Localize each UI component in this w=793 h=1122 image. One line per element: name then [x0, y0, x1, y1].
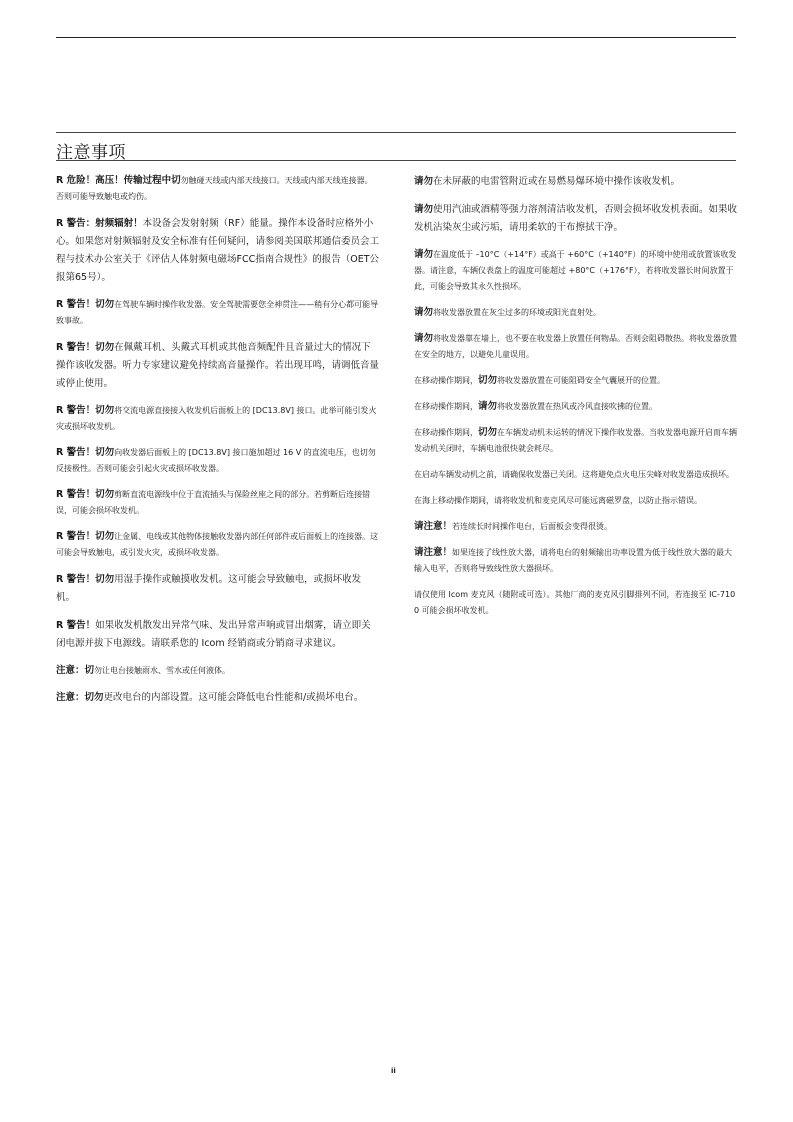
caution-lead: 注意：切勿	[56, 692, 104, 703]
caution-pre: 在启动车辆发动机之前，请确保收发器已关闭。这将避免点火电压尖峰对收发器造成损坏。	[414, 470, 734, 479]
caution-item	[414, 545, 738, 577]
header-rule	[56, 37, 736, 38]
caution-rest: 剪断直流电源线中位于直流插头与保险丝座之间的部分。若剪断后连接错误，可能会损坏收发机。	[56, 490, 371, 515]
caution-item	[56, 339, 380, 393]
caution-rest: 将交流电源直接接入收发机后面板上的 [DC13.8V] 接口。此举可能引发火灾或损坏收发机。	[56, 406, 377, 431]
caution-item	[414, 467, 738, 483]
caution-item	[414, 399, 738, 415]
caution-rest: 将收发器放置在灰尘过多的环境或阳光直射处。	[433, 308, 602, 317]
caution-rest: 在驾驶车辆时操作收发器。安全驾驶需要您全神贯注——稍有分心都可能导致事故。	[56, 300, 379, 325]
caution-lead: R 警告！切勿	[56, 342, 115, 353]
caution-item	[414, 331, 738, 363]
caution-item	[56, 617, 380, 653]
caution-item	[56, 571, 380, 607]
caution-rest: 在车辆发动机未运转的情况下操作收发器。当收发器电源开启而车辆发动机关闭时，车辆电池很快就会耗尽。	[414, 428, 738, 453]
caution-rest: 将收发器放置在可能阻碍安全气囊展开的位置。	[497, 376, 666, 385]
title-underline	[56, 160, 736, 161]
caution-item	[56, 529, 380, 561]
caution-lead: R 危险！高压！	[56, 175, 124, 186]
caution-rest: 向收发器后面板上的 [DC13.8V] 接口施加超过 16 V 的直流电压，也切勿反接极性。否则可能会引起火灾或损坏收发器。	[56, 448, 376, 473]
caution-rest: 使用汽油或酒精等强力溶剂清洁收发机，否则会损坏收发机表面。如果收发机沾染灰尘或污垢，请用柔软的干布擦拭干净。	[414, 204, 738, 233]
caution-item	[414, 173, 738, 191]
caution-mid: 请勿	[478, 401, 498, 412]
caution-item	[414, 305, 738, 321]
caution-lead: R 警告！切勿	[56, 299, 115, 310]
caution-item	[414, 587, 738, 619]
caution-item	[56, 403, 380, 435]
section-rule	[56, 132, 736, 133]
caution-item	[414, 519, 738, 535]
caution-item	[414, 201, 738, 237]
caution-lead: R 警告！切勿	[56, 489, 115, 500]
caution-rest: 让金属、电线或其他物体接触收发器内部任何部件或后面板上的连接器。这可能会导致触电，或引发火灾，或损坏收发器。	[56, 532, 379, 557]
caution-lead: 请注意！	[414, 521, 453, 532]
caution-rest: 在未屏蔽的电雷管附近或在易燃易爆环境中操作该收发机。	[433, 176, 681, 187]
caution-item	[414, 493, 738, 509]
caution-lead2: 过程中切	[142, 175, 181, 186]
caution-rest: 更改电台的内部设置。这可能会降低电台性能和/或损坏电台。	[103, 692, 364, 703]
caution-item	[56, 445, 380, 477]
caution-item	[56, 689, 380, 707]
caution-pre: 在海上移动操作期间，请将收发机和麦克风尽可能远离磁罗盘，以防止指示错误。	[414, 496, 702, 505]
caution-lead: 注意：切	[56, 665, 95, 676]
caution-mid: 传输	[123, 175, 143, 186]
caution-rest: 勿让电台接触雨水、雪水或任何液体。	[94, 666, 231, 675]
caution-mid: 切勿	[478, 427, 498, 438]
caution-rest: 将收发器放置在热风或冷风直接吹拂的位置。	[497, 402, 658, 411]
page-title: 注意事项	[56, 143, 126, 163]
caution-item	[56, 663, 380, 679]
caution-lead: 请注意！	[414, 547, 453, 558]
caution-lead: R 警告！切勿	[56, 574, 115, 585]
caution-rest: 若连续长时间操作电台，后面板会变得很烫。	[452, 522, 613, 531]
caution-lead: R 警告！	[56, 620, 96, 631]
caution-item	[56, 215, 380, 287]
caution-pre: 在移动操作期间，	[414, 428, 478, 437]
caution-lead: 请勿	[414, 249, 434, 260]
caution-pre: 在移动操作期间，	[414, 376, 478, 385]
caution-rest: 如果连接了线性放大器，请将电台的射频输出功率设置为低于线性放大器的最大输入电平，否则将导致线性放大器损坏。	[414, 548, 733, 573]
caution-mid: 切勿	[478, 375, 498, 386]
caution-rest: 如果收发机散发出异常气味、发出异常声响或冒出烟雾，请立即关闭电源并拔下电源线。请联系您的 Icom 经销商或分销商寻求建议。	[56, 620, 371, 649]
caution-lead: R 警告！切勿	[56, 531, 115, 542]
caution-rest: 勿触碰天线或内部天线接口。天线或内部天线连接器。否则可能导致触电或灼伤。	[56, 176, 373, 201]
caution-item	[56, 487, 380, 519]
caution-item	[414, 425, 738, 457]
caution-lead: 请勿	[414, 307, 434, 318]
caution-pre: 请仅使用 Icom 麦克风（随附或可选）。其他厂商的麦克风引脚排列不同，若连接至 IC-7100 可能会损坏收发机。	[414, 590, 736, 615]
caution-rest: 本设备会发射射频（RF）能量。操作本设备时应格外小心。如果您对射频辐射及安全标准有任何疑问，请参阅美国联邦通信委员会工程与技术办公室关于《评估人体射频电磁场FCC指南合规性》的报告（OET公报第65号）。	[56, 218, 380, 283]
caution-rest: 在温度低于 –10°C（+14°F）或高于 +60°C（+140°F）的环境中使用或放置该收发器。请注意，车辆仪表盘上的温度可能超过 +80°C（+176°F），若将收发器长时间放置于此，可能会导致其永久性损坏。	[414, 250, 737, 291]
caution-rest: 将收发器靠在墙上，也不要在收发器上放置任何物品。否则会阻碍散热。将收发器放置在安全的地方，以避免儿童误用。	[414, 334, 738, 359]
caution-item	[56, 173, 380, 205]
caution-rest: 用湿手操作或触摸收发机。这可能会导致触电，或损坏收发机。	[56, 574, 362, 603]
caution-lead: R 警告！切勿	[56, 405, 115, 416]
caution-lead: R 警告！切勿	[56, 447, 115, 458]
caution-item	[414, 247, 738, 295]
caution-lead: 请勿	[414, 204, 434, 215]
caution-rest: 在佩戴耳机、头戴式耳机或其他音频配件且音量过大的情况下操作该收发器。听力专家建议避免持续高音量操作。若出现耳鸣，请调低音量或停止使用。	[56, 342, 380, 389]
caution-lead: R 警告：射频辐射！	[56, 218, 143, 229]
caution-item	[56, 297, 380, 329]
right-column	[414, 173, 738, 629]
left-column	[56, 173, 380, 717]
page-number: ii	[391, 1067, 396, 1075]
caution-lead: 请勿	[414, 176, 434, 187]
caution-lead: 请勿	[414, 333, 434, 344]
caution-item	[414, 373, 738, 389]
caution-pre: 在移动操作期间，	[414, 402, 478, 411]
